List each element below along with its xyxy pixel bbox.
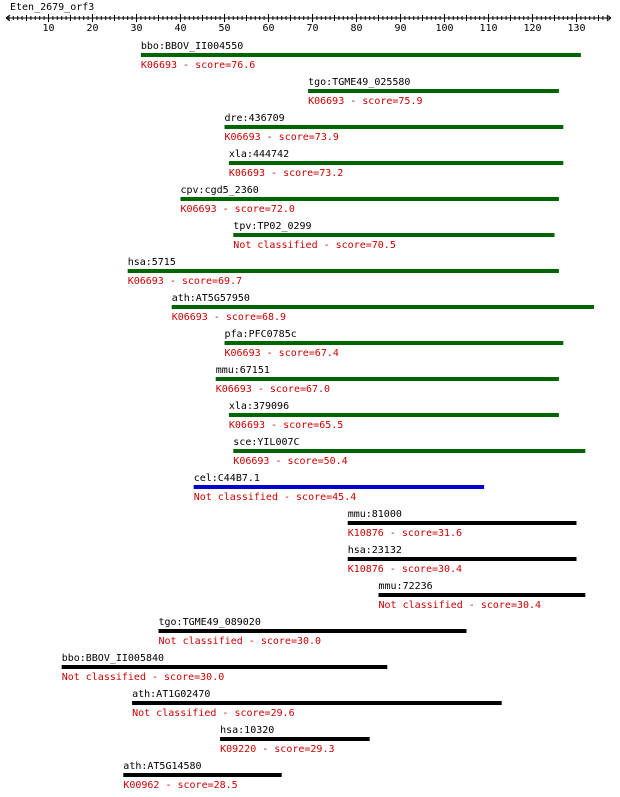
hit-row	[233, 437, 585, 467]
hit-row	[141, 41, 581, 71]
hit-name[interactable]: ath:AT1G02470	[132, 689, 211, 700]
hit-name[interactable]: ath:AT5G57950	[171, 293, 250, 304]
hit-name[interactable]: tgo:TGME49_025580	[308, 77, 411, 88]
hit-alignment-bar[interactable]	[62, 665, 388, 669]
hit-classification[interactable]: K06693 - score=69.7	[127, 276, 243, 287]
hit-alignment-bar[interactable]	[159, 629, 467, 633]
hit-classification[interactable]: K06693 - score=76.6	[140, 60, 256, 71]
hit-alignment-bar[interactable]	[132, 701, 502, 705]
hit-alignment-bar[interactable]	[128, 269, 559, 273]
hit-alignment-bar[interactable]	[123, 773, 281, 777]
position-axis	[6, 14, 611, 34]
hit-alignment-bar[interactable]	[229, 413, 559, 417]
hit-classification[interactable]: K06693 - score=68.9	[171, 312, 287, 323]
hit-name[interactable]: hsa:10320	[220, 725, 275, 736]
hit-name[interactable]: mmu:72236	[378, 581, 433, 592]
hit-row	[348, 509, 577, 539]
hit-name[interactable]: ath:AT5G14580	[123, 761, 202, 772]
hit-alignment-bar[interactable]	[379, 593, 586, 597]
hit-row	[194, 473, 484, 503]
hit-classification[interactable]: K06693 - score=50.4	[233, 456, 348, 467]
hit-row	[216, 365, 559, 395]
hit-row	[123, 761, 281, 791]
hit-classification[interactable]: Not classified - score=45.4	[193, 492, 357, 503]
hit-classification[interactable]: K06693 - score=72.0	[180, 204, 295, 215]
hit-name[interactable]: bbo:BBOV_II005840	[61, 653, 165, 664]
hit-classification[interactable]: K00962 - score=28.5	[123, 780, 238, 791]
hit-classification[interactable]: K10876 - score=30.4	[347, 564, 463, 575]
hit-row	[220, 725, 370, 755]
hit-classification[interactable]: Not classified - score=30.0	[61, 672, 225, 683]
hit-alignment-bar[interactable]	[220, 737, 370, 741]
hit-row	[229, 149, 563, 179]
hit-classification[interactable]: K06693 - score=65.5	[228, 420, 344, 431]
axis-tick-label: 40	[174, 23, 187, 34]
query-title: Eten_2679_orf3	[10, 2, 95, 13]
hit-name[interactable]: bbo:BBOV_II004550	[140, 41, 244, 52]
hit-name[interactable]: tpv:TP02_0299	[233, 221, 312, 232]
hit-classification[interactable]: K06693 - score=67.0	[215, 384, 331, 395]
hit-row	[379, 581, 586, 611]
hit-classification[interactable]: Not classified - score=70.5	[233, 240, 396, 251]
hit-classification[interactable]: K09220 - score=29.3	[220, 744, 335, 755]
hit-classification[interactable]: K06693 - score=73.2	[228, 168, 344, 179]
hit-name[interactable]: sce:YIL007C	[233, 437, 300, 448]
hit-classification[interactable]: K06693 - score=75.9	[308, 96, 423, 107]
hit-row	[229, 401, 559, 431]
hit-classification[interactable]: Not classified - score=30.4	[378, 600, 542, 611]
hit-alignment-bar[interactable]	[216, 377, 559, 381]
hit-classification[interactable]: Not classified - score=30.0	[158, 636, 322, 647]
hit-alignment-bar[interactable]	[225, 341, 564, 345]
axis-tick-label: 20	[86, 23, 99, 34]
hit-name[interactable]: hsa:5715	[127, 257, 176, 268]
hit-alignment-bar[interactable]	[233, 449, 585, 453]
axis-tick-label: 60	[262, 23, 275, 34]
hit-classification[interactable]: K06693 - score=73.9	[224, 132, 339, 143]
hit-name[interactable]: mmu:81000	[347, 509, 402, 520]
axis-tick-label: 130	[567, 23, 586, 34]
axis-tick-label: 120	[523, 23, 542, 34]
hit-row	[159, 617, 467, 647]
axis-tick-label: 30	[130, 23, 143, 34]
hit-name[interactable]: mmu:67151	[215, 365, 270, 376]
hit-alignment-bar[interactable]	[348, 521, 577, 525]
hit-list	[62, 41, 594, 791]
hit-row	[225, 329, 564, 359]
hit-classification[interactable]: Not classified - score=29.6	[132, 708, 295, 719]
axis-tick-label: 70	[306, 23, 319, 34]
hit-row	[233, 221, 554, 251]
hit-name[interactable]: cpv:cgd5_2360	[180, 185, 259, 196]
hit-name[interactable]: tgo:TGME49_089020	[158, 617, 261, 628]
hit-alignment-bar[interactable]	[229, 161, 563, 165]
hit-alignment-bar[interactable]	[308, 89, 559, 93]
axis-tick-label: 50	[218, 23, 231, 34]
axis-tick-label: 80	[350, 23, 363, 34]
hit-alignment-bar[interactable]	[194, 485, 484, 489]
hit-alignment-bar[interactable]	[225, 125, 564, 129]
hit-row	[225, 113, 564, 143]
hit-row	[62, 653, 388, 683]
axis-tick-label: 90	[394, 23, 407, 34]
hit-classification[interactable]: K06693 - score=67.4	[224, 348, 339, 359]
hit-row	[308, 77, 559, 107]
hit-row	[128, 257, 559, 287]
hit-alignment-bar[interactable]	[141, 53, 581, 57]
axis-tick-label: 110	[479, 23, 498, 34]
hit-alignment-bar[interactable]	[181, 197, 559, 201]
axis-tick-label: 100	[435, 23, 454, 34]
hit-name[interactable]: pfa:PFC0785c	[224, 329, 297, 340]
hit-name[interactable]: xla:379096	[228, 401, 290, 412]
hit-row	[181, 185, 559, 215]
hit-row	[348, 545, 577, 575]
hit-alignment-bar[interactable]	[172, 305, 594, 309]
hit-row	[132, 689, 502, 719]
axis-tick-label: 10	[42, 23, 55, 34]
hit-row	[172, 293, 594, 323]
hit-name[interactable]: dre:436709	[224, 113, 285, 124]
hit-name[interactable]: cel:C44B7.1	[193, 473, 260, 484]
hit-classification[interactable]: K10876 - score=31.6	[347, 528, 463, 539]
hit-name[interactable]: hsa:23132	[347, 545, 402, 556]
hit-alignment-bar[interactable]	[233, 233, 554, 237]
hit-name[interactable]: xla:444742	[228, 149, 290, 160]
hit-alignment-bar[interactable]	[348, 557, 577, 561]
